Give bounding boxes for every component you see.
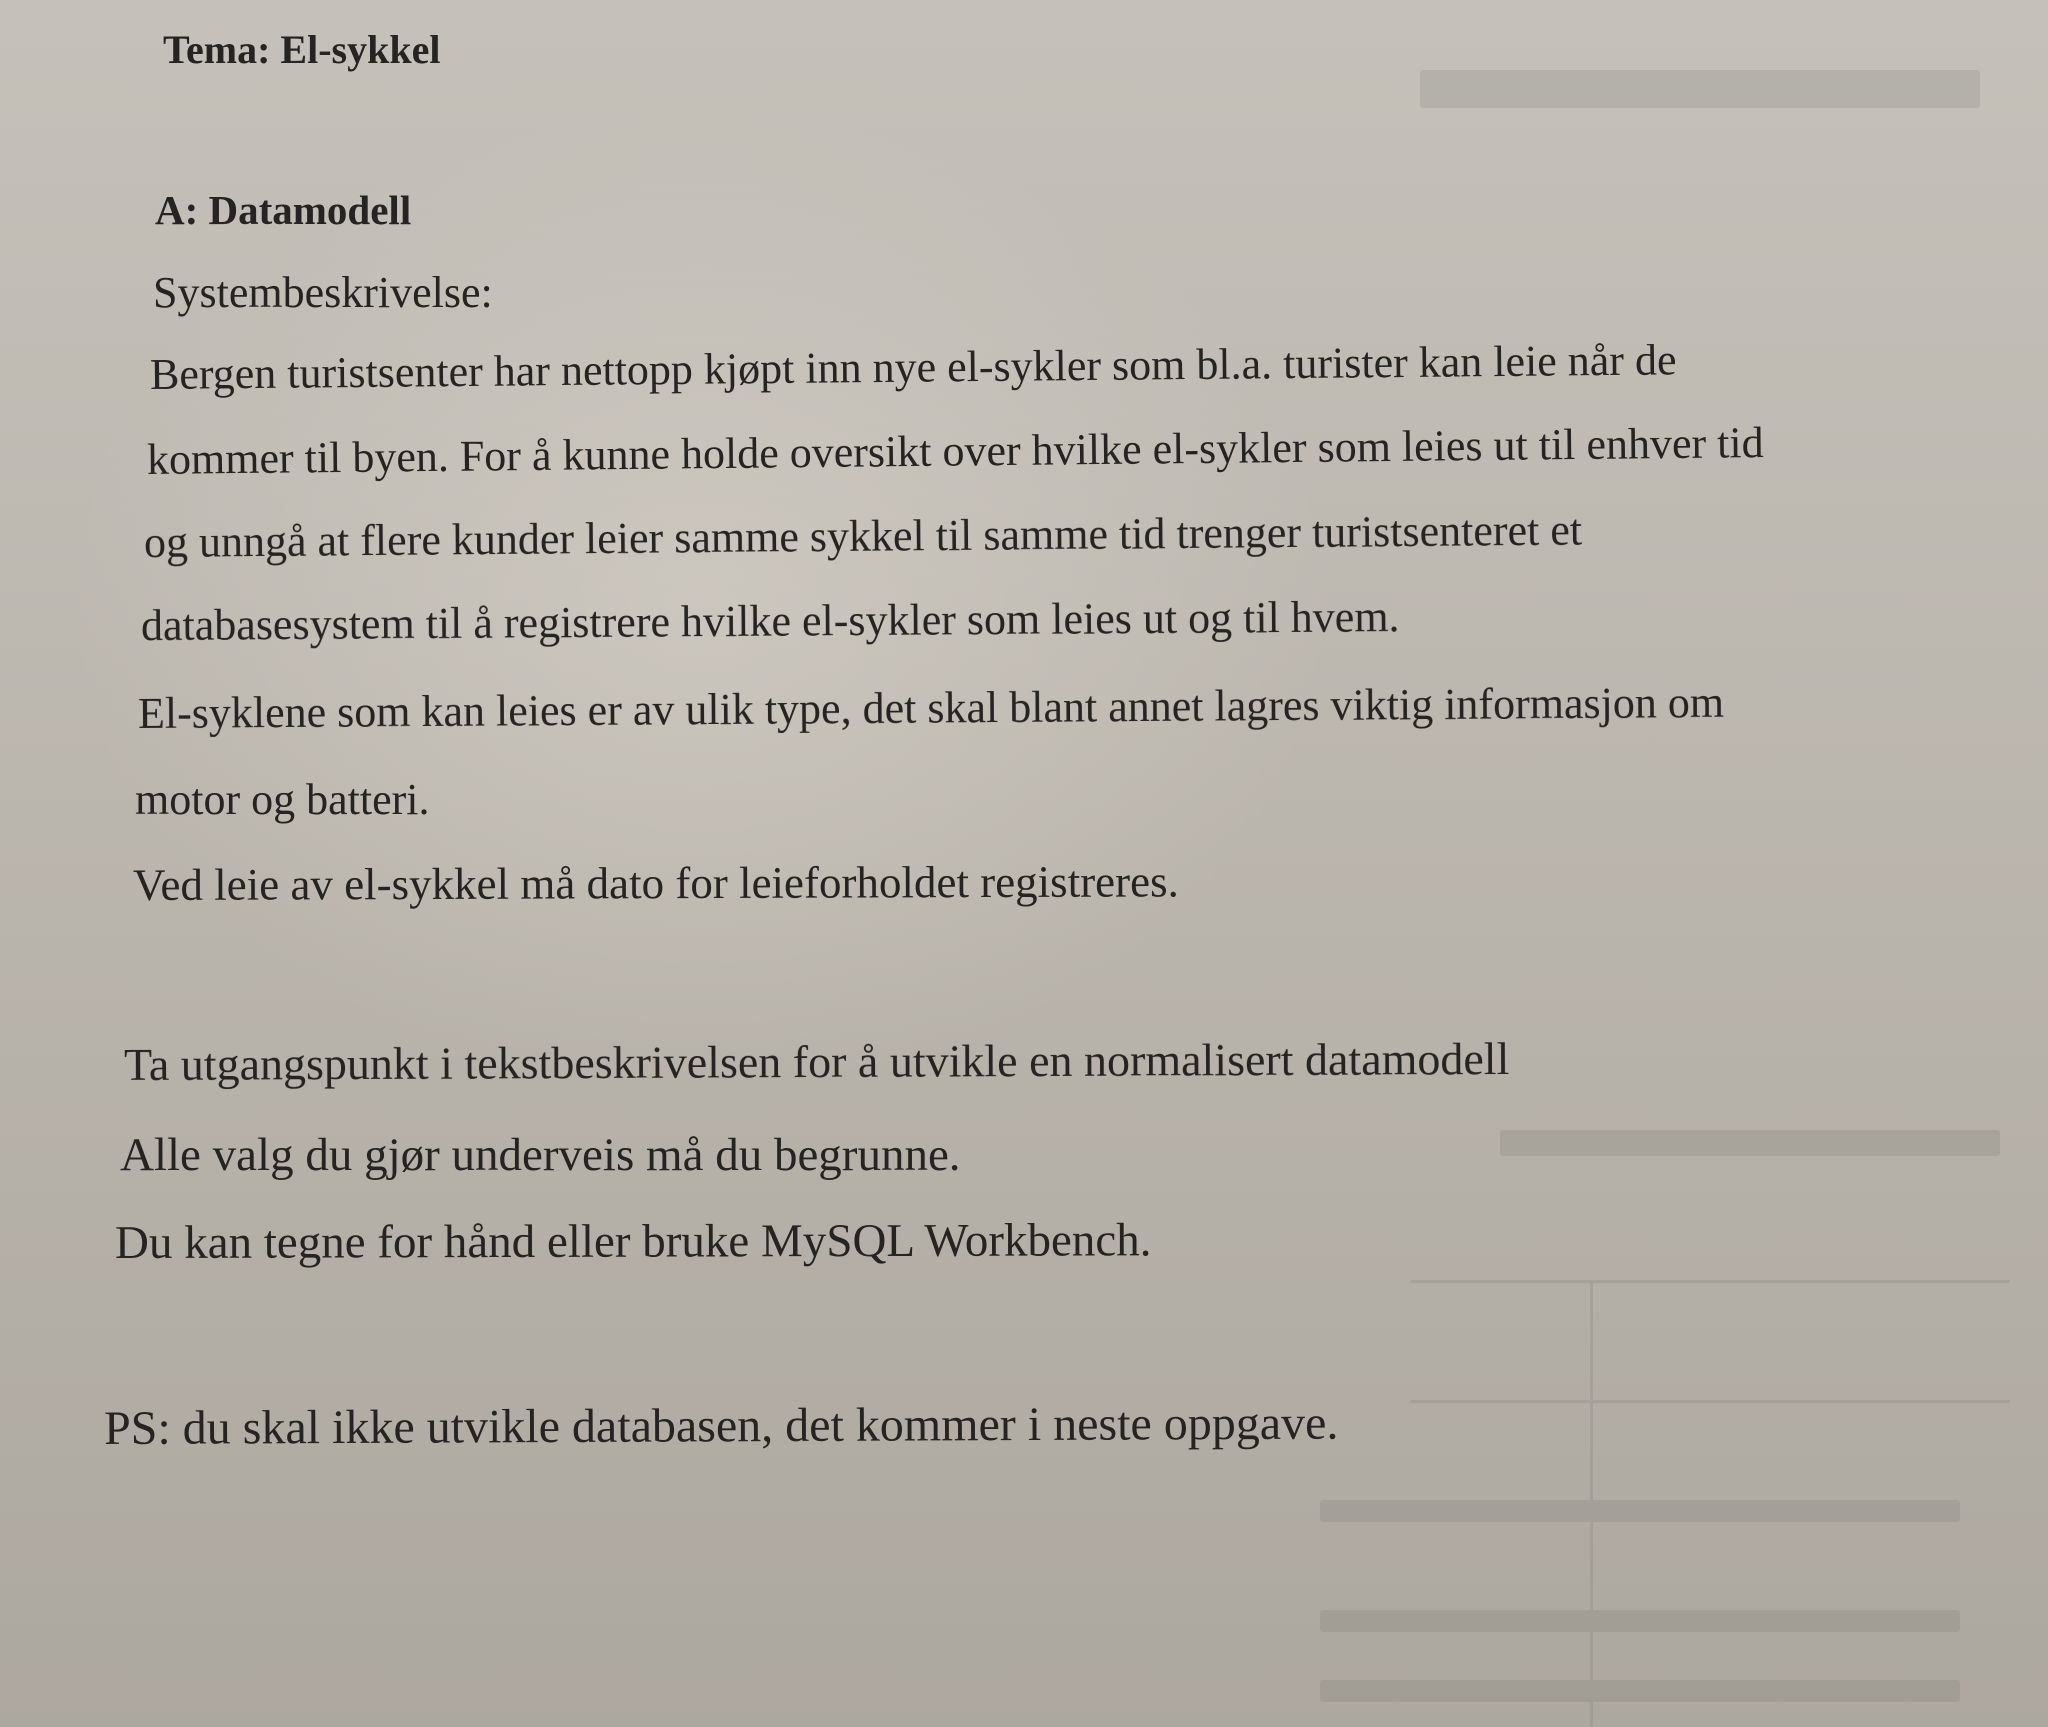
theme-heading: Tema: El-sykkel: [163, 27, 441, 72]
paragraph-line: El-syklene som kan leies er av ulik type, det skal blant annet lagres viktig informasjon om: [137, 677, 1725, 738]
instruction-line: Ta utgangspunkt i tekstbeskrivelsen for å utvikle en normalisert datamodell: [123, 1032, 1510, 1090]
instruction-line: Du kan tegne for hånd eller bruke MySQL Workbench.: [114, 1214, 1152, 1269]
paragraph-line: motor og batteri.: [135, 775, 430, 824]
paragraph-line: Bergen turistsenter har nettopp kjøpt inn nye el-sykler som bl.a. turister kan leie når de: [149, 335, 1677, 399]
bleed-through-texture: [1380, 0, 2048, 1727]
paragraph-line: Ved leie av el-sykkel må dato for leieforholdet registreres.: [132, 856, 1179, 910]
description-label: Systembeskrivelse:: [153, 268, 493, 317]
instruction-line: Alle valg du gjør underveis må du begrunne.: [120, 1129, 961, 1181]
paragraph-line: kommer til byen. For å kunne holde oversikt over hvilke el-sykler som leies ut til enhver tid: [146, 418, 1764, 484]
paragraph-line: og unngå at flere kunder leier samme sykkel til samme tid trenger turistsenteret et: [143, 505, 1583, 567]
paragraph-line: databasesystem til å registrere hvilke el-sykler som leies ut og til hvem.: [140, 592, 1400, 650]
note-text: PS: du skal ikke utvikle databasen, det kommer i neste oppgave.: [103, 1396, 1339, 1455]
section-heading: A: Datamodell: [155, 187, 412, 233]
